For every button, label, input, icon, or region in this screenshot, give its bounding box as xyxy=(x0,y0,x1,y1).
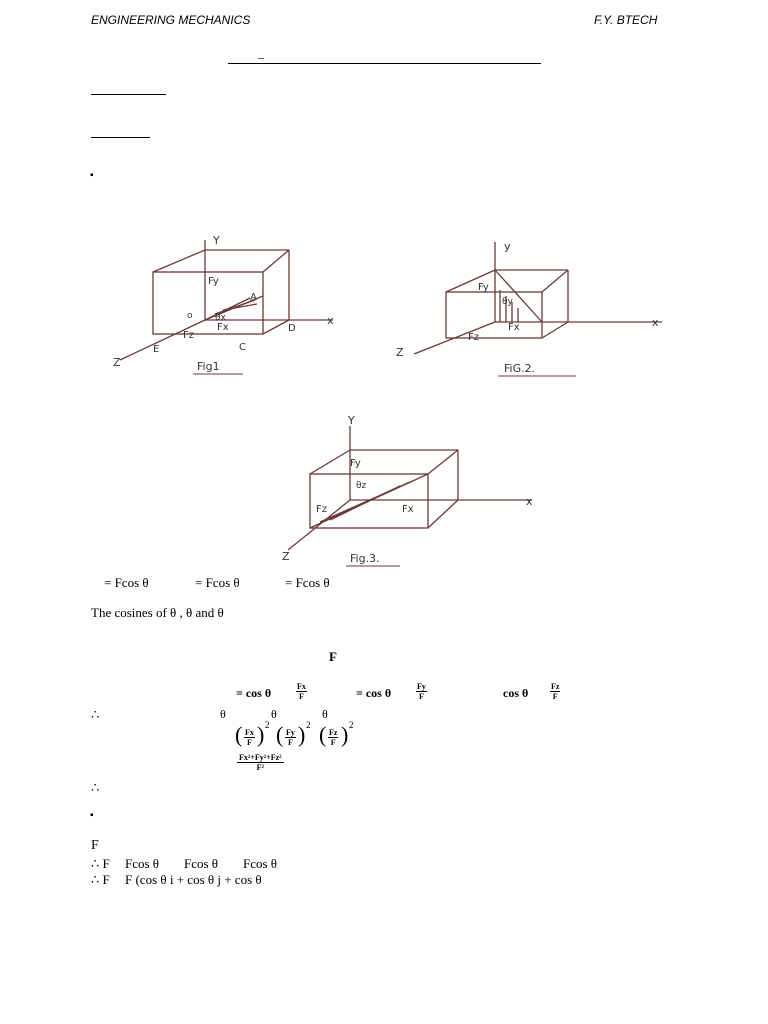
vector-line1-term-c: Fcos θ xyxy=(243,856,278,871)
vector-f-label: F xyxy=(91,838,99,853)
square-frac1-den: F xyxy=(247,738,252,747)
therefore-2: ∴ xyxy=(91,780,100,795)
fig2-caption: FiG.2. xyxy=(504,362,536,375)
paren-open-2: ( xyxy=(276,722,284,747)
header-left: ENGINEERING MECHANICS xyxy=(91,13,251,27)
fig2-label-fx: Fx xyxy=(508,322,520,333)
fig2-label-y: y xyxy=(504,240,511,253)
therefore-1: ∴ xyxy=(91,707,100,722)
title-underline xyxy=(228,63,541,64)
bullet-1: ▪ xyxy=(90,170,94,181)
square-exp-2: 2 xyxy=(306,720,311,730)
sum-fraction-den: F² xyxy=(256,763,264,772)
fig1-label-o: o xyxy=(187,311,193,321)
fig1-label-c: C xyxy=(239,342,246,353)
vector-line1-term-a: Fcos θ xyxy=(125,856,160,871)
fig3-label-z: Z xyxy=(282,550,290,563)
dircos-eq3: cos θ xyxy=(503,686,529,700)
paren-close-2: ) xyxy=(298,722,306,747)
fig3-label-x: x xyxy=(526,495,533,508)
section-underline-2 xyxy=(91,137,150,138)
vector-line2-rest: F (cos θ i + cos θ j + cos θ xyxy=(125,872,262,887)
figure-1 xyxy=(105,228,345,378)
force-symbol: F xyxy=(329,649,337,664)
sum-fraction xyxy=(237,753,284,772)
fig1-label-x: x xyxy=(327,314,334,327)
dircos-frac3-den: F xyxy=(552,692,558,701)
dircos-frac1-den: F xyxy=(299,692,304,701)
fig1-label-z: Z xyxy=(113,356,121,369)
fig2-box-front xyxy=(446,292,542,338)
component-fx: = Fcos θ xyxy=(104,575,149,590)
header-right: F.Y. BTECH xyxy=(594,13,658,27)
vector-line1-prefix: ∴ F xyxy=(91,856,110,871)
square-frac3 xyxy=(328,728,338,747)
square-frac3-num: Fz xyxy=(329,728,338,737)
fig3-label-y: Y xyxy=(348,414,355,427)
square-frac2 xyxy=(285,728,296,747)
vector-line1-term-b: Fcos θ xyxy=(184,856,219,871)
fig2-label-fy: Fy xyxy=(478,282,489,293)
bullet-2: ▪ xyxy=(90,810,94,821)
fig3-label-fz: Fz xyxy=(316,504,328,515)
square-frac3-den: F xyxy=(330,738,336,747)
fig3-caption: Fig.3. xyxy=(350,552,380,565)
figure-3 xyxy=(270,412,570,570)
fig1-label-y: Y xyxy=(213,234,220,247)
component-fy: = Fcos θ xyxy=(195,575,240,590)
square-frac2-den: F xyxy=(288,738,293,747)
dircos-frac3 xyxy=(550,682,560,701)
square-frac2-num: Fy xyxy=(286,728,295,737)
fig3-label-fy: Fy xyxy=(350,458,361,469)
dircos-eq2: = cos θ xyxy=(356,686,392,700)
paren-close-1: ) xyxy=(257,722,265,747)
fig2-label-z: Z xyxy=(396,346,404,359)
fig2-label-theta: θy xyxy=(502,297,513,307)
theta-3: θ xyxy=(322,707,328,721)
dircos-frac2-num: Fy xyxy=(417,682,426,691)
fig1-label-fx: Fx xyxy=(217,322,229,333)
theta-2: θ xyxy=(271,707,277,721)
fig2-label-fz: Fz xyxy=(468,332,480,343)
component-fz: = Fcos θ xyxy=(285,575,330,590)
fig1-label-a: A xyxy=(250,292,257,303)
theta-1: θ xyxy=(220,707,226,721)
dircos-frac2 xyxy=(416,682,427,701)
fig3-label-fx: Fx xyxy=(402,504,414,515)
paren-open-1: ( xyxy=(235,722,243,747)
sum-fraction-num: Fx²+Fy²+Fz² xyxy=(239,753,282,762)
section-underline-1 xyxy=(91,94,166,95)
paren-close-3: ) xyxy=(341,722,349,747)
square-frac1-num: Fx xyxy=(245,728,254,737)
square-exp-3: 2 xyxy=(349,720,354,730)
square-exp-1: 2 xyxy=(265,720,270,730)
cosines-sentence: The cosines of θ , θ and θ xyxy=(91,605,224,620)
paren-open-3: ( xyxy=(319,722,327,747)
square-frac1 xyxy=(244,728,255,747)
dircos-frac1-num: Fx xyxy=(297,682,306,691)
fig1-label-e: E xyxy=(153,344,160,355)
fig1-label-fz: Fz xyxy=(183,330,195,341)
dircos-frac3-num: Fz xyxy=(551,682,560,691)
fig3-label-theta: θz xyxy=(356,481,367,491)
dircos-eq1: = cos θ xyxy=(236,686,272,700)
dircos-frac1 xyxy=(296,682,307,701)
vector-line2-prefix: ∴ F xyxy=(91,872,110,887)
dircos-frac2-den: F xyxy=(419,692,424,701)
figure-2 xyxy=(392,228,672,380)
title-dash: _ xyxy=(258,46,264,60)
fig2-label-x: x xyxy=(652,316,659,329)
fig1-caption: Fig1 xyxy=(197,360,220,373)
fig1-label-theta: θx xyxy=(215,313,226,323)
fig1-label-fy: Fy xyxy=(208,276,219,287)
fig1-label-d: D xyxy=(288,323,296,334)
